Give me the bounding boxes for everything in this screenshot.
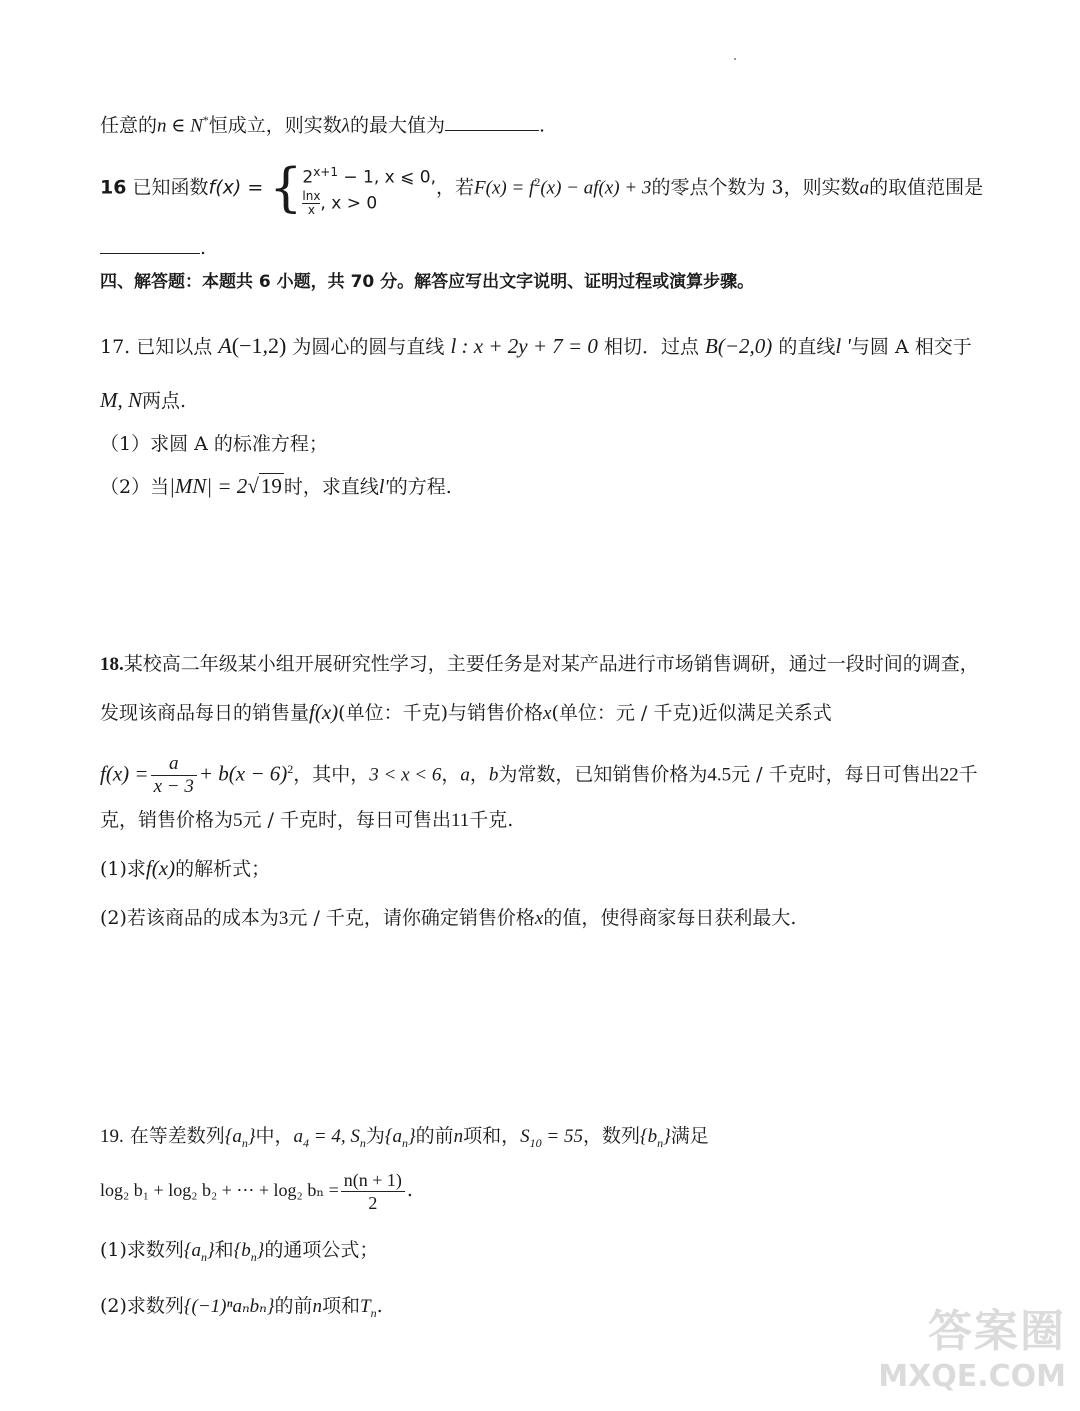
q15-lead: 任意的 (100, 114, 158, 137)
q15-tail: 的最大值为 (350, 114, 446, 137)
q16-mid2: (x) = f (485, 177, 535, 199)
q19-l1-c: 为 (365, 1125, 385, 1147)
q19-bn-seq: $\{b_n\}$ (639, 1126, 671, 1150)
q19-an-seq: $\{a_n\}$ (224, 1126, 256, 1150)
q18-l3-rest: + b(x − 6) (198, 761, 288, 786)
q19-line2 (100, 1164, 413, 1216)
q16-end: . (200, 237, 207, 259)
q17-text-d: 的直线 (778, 336, 836, 358)
q19-p2-end: . (376, 1295, 383, 1317)
q18-p1-f: f(x) (145, 856, 176, 880)
q19-l1-d: 的前 (415, 1125, 454, 1147)
q16-brace: { (269, 158, 303, 219)
q18-a: a (460, 764, 470, 786)
q15-end: . (539, 114, 546, 137)
q15-star: * (202, 113, 209, 127)
q16-fx: f(x) = (208, 176, 264, 199)
q17-p2-text: 时，求直线 (283, 476, 379, 498)
q15-answer-blank (445, 112, 539, 131)
q18-l4-a: 克，销售价格为 (100, 809, 234, 831)
watermark-text-cn: 答案圈 (928, 1306, 1066, 1357)
q19-part1 (100, 1236, 378, 1271)
q19-p2-n: n (312, 1296, 322, 1317)
q18-line2 (100, 698, 832, 728)
q18-line4 (100, 806, 513, 835)
q15-set: n ∈ N (157, 115, 203, 137)
q19-p1-bn: $\{b_n\}$ (233, 1240, 265, 1264)
q16-text: 的零点个数为 3，则实数 (651, 176, 860, 199)
q19-part2 (100, 1292, 383, 1327)
q16-sq: 2 (534, 175, 541, 189)
q16-mid3: (x) − af(x) + 3 (540, 177, 652, 199)
q16-tail: 的取值范围是 (869, 176, 984, 199)
q17-p2-lead: （2）当 (100, 476, 170, 498)
q17-text-e: 与圆 A 相交于 (850, 336, 972, 358)
q17-line2 (100, 386, 186, 415)
q17-line-eq: l : x + 2y + 7 = 0 (450, 334, 598, 358)
q19-l1-e: 项和， (463, 1125, 521, 1147)
q17-text-b: 为圆心的圆与直线 (292, 336, 445, 358)
q18-fraction: $\frac{a}{x - 3}$ (151, 753, 197, 798)
q18-price2: 5 (233, 810, 243, 831)
q19-number: 19. (100, 1126, 124, 1147)
q18-l3-e: 元 / 千克时，每日可售出 (731, 763, 940, 786)
q19-l1-a: 在等差数列 (129, 1125, 225, 1147)
q18-qty1: 22 (939, 764, 959, 786)
q18-l2-x: x (543, 703, 552, 724)
q19-p1-a: (1)求数列 (100, 1239, 184, 1261)
q18-p2-c: 的值，使得商家每日获利最大. (543, 907, 797, 929)
q16-lead: 已知函数 (132, 176, 209, 199)
q19-a4: $a_4 = 4$, $S_n$ (293, 1126, 366, 1150)
q18-p1-b: 的解析式； (175, 858, 271, 880)
q17-text-c: 相切．过点 (603, 336, 699, 358)
q19-S10: $S_{10} = 55$ (520, 1126, 583, 1150)
q19-Tn: $T_n$ (360, 1296, 377, 1320)
q17-p2-sqrt: 19 (260, 474, 282, 498)
q19-p1-c: 的通项公式； (264, 1239, 379, 1261)
q19-log-expr: log₂ b₁ + log₂ b₂ + ⋯ + log₂ bₙ = (100, 1180, 339, 1200)
q17-part2: （2）当|MN| = 2√19 时，求直线l'的方程. (100, 474, 452, 498)
q18-part2 (100, 904, 796, 933)
q19-p2-b: 的前 (274, 1295, 313, 1317)
q19-p1-b: 和 (214, 1239, 234, 1261)
q18-l3-c: ， (469, 763, 489, 786)
q17-point-B: B(−2,0) (705, 334, 773, 358)
q17-l-prime: l ' (835, 334, 851, 358)
q17-p2-MN: |MN| = 2 (169, 474, 248, 498)
q18-l2-c: (单位：元 / 千克)近似满足关系式 (551, 702, 832, 724)
q18-l3-f2: 千 (958, 763, 978, 786)
q18-p1-a: (1)求 (100, 858, 146, 880)
q18-text-l1: 某校高二年级某小组开展研究性学习，主要任务是对某产品进行市场销售调研，通过一段时间的调查， (123, 653, 979, 675)
q16-line (100, 152, 983, 218)
q18-l3-f: f(x) = (100, 761, 149, 786)
q15-text: 恒成立，则实数 (208, 114, 342, 137)
q19-an-seq-2: $\{a_n\}$ (384, 1126, 416, 1150)
q18-line3 (100, 744, 978, 800)
q17-part1: （1）求圆 A 的标准方程； (100, 433, 328, 455)
q16-answer-blank (100, 235, 200, 254)
q16-number: 16 (100, 176, 127, 199)
q18-l3-d: 为常数，已知销售价格为 (498, 763, 708, 786)
q18-qty2: 11 (451, 810, 470, 831)
q19-line1 (100, 1122, 709, 1157)
q16-F: F (474, 177, 486, 199)
watermark-text-en: MXQE.COM (878, 1359, 1066, 1394)
q18-part1 (100, 854, 270, 883)
q17-point-A: A (218, 333, 232, 358)
q19-p2-c: 项和 (322, 1295, 361, 1317)
section-4-heading: 四、解答题：本题共 6 小题，共 70 分。解答应写出文字说明、证明过程或演算步骤。 (100, 272, 755, 292)
q19-l1-f: ，数列 (582, 1125, 640, 1147)
q18-b: b (488, 764, 499, 786)
watermark-logo (876, 1295, 1066, 1405)
q19-p2-a: (2)求数列 (100, 1295, 184, 1317)
q15-lambda: λ (341, 115, 351, 137)
q19-log-frac: $\frac{n(n + 1)}{2}$ (341, 1169, 405, 1214)
q16-case1: $2^{x+1} - 1$, x ⩽ 0, (302, 165, 437, 188)
q18-l2-a: 发现该商品每日的销售量 (100, 702, 310, 724)
q19-p2-expr: {(−1)ⁿaₙbₙ} (183, 1296, 275, 1317)
q17-text-l2: 两点. (142, 390, 187, 412)
q19-log-end: . (406, 1179, 413, 1201)
q16-case2: $\frac{\ln x}{x}$, x > 0 (302, 188, 378, 217)
q18-p2-x: x (534, 908, 544, 929)
q18-number: 18. (100, 654, 124, 675)
q16-a: a (859, 177, 870, 199)
q17-lead: 17. 已知以点 (100, 336, 213, 358)
q19-p1-an: $\{a_n\}$ (183, 1240, 215, 1264)
q19-l1-b: 中， (255, 1125, 294, 1147)
q18-cost: 3 (278, 908, 289, 929)
q18-p2-b: 元 / 千克，请你确定销售价格 (288, 907, 535, 929)
q15-tail-line (100, 106, 545, 140)
q18-price1: 4.5 (707, 764, 732, 786)
q16-blank-line (100, 234, 206, 262)
q17-p2-end: 的方程. (388, 476, 452, 498)
q18-l4-b: 元 / 千克时，每日可售出 (242, 809, 451, 831)
q18-l2-b: (单位：千克)与销售价格 (338, 702, 543, 724)
q16-piecewise (302, 160, 436, 217)
q19-n: n (453, 1126, 464, 1147)
q18-p2-a: (2)若该商品的成本为 (100, 907, 279, 929)
q18-l4-c: 千克. (469, 809, 514, 831)
q17-MN: M, N (100, 388, 142, 412)
q18-l3-sq: 2 (287, 762, 294, 776)
q17-line1 (100, 330, 972, 363)
q18-range: 3 < x < 6 (369, 764, 442, 786)
q17-A-coord: (−1,2) (231, 333, 287, 358)
q16-ln-frac: $\frac{\ln x}{x}$ (302, 188, 321, 217)
q18-l3-a: ，其中， (293, 763, 370, 786)
q17-p2-l: l' (378, 476, 389, 498)
q18-l2-f: f(x) (309, 700, 339, 724)
q18-l3-b: ， (441, 763, 461, 786)
q16-mid1: ，若 (436, 176, 475, 199)
q18-line1 (100, 650, 979, 679)
q19-l1-g: 满足 (670, 1125, 709, 1147)
scan-dot (734, 58, 736, 60)
